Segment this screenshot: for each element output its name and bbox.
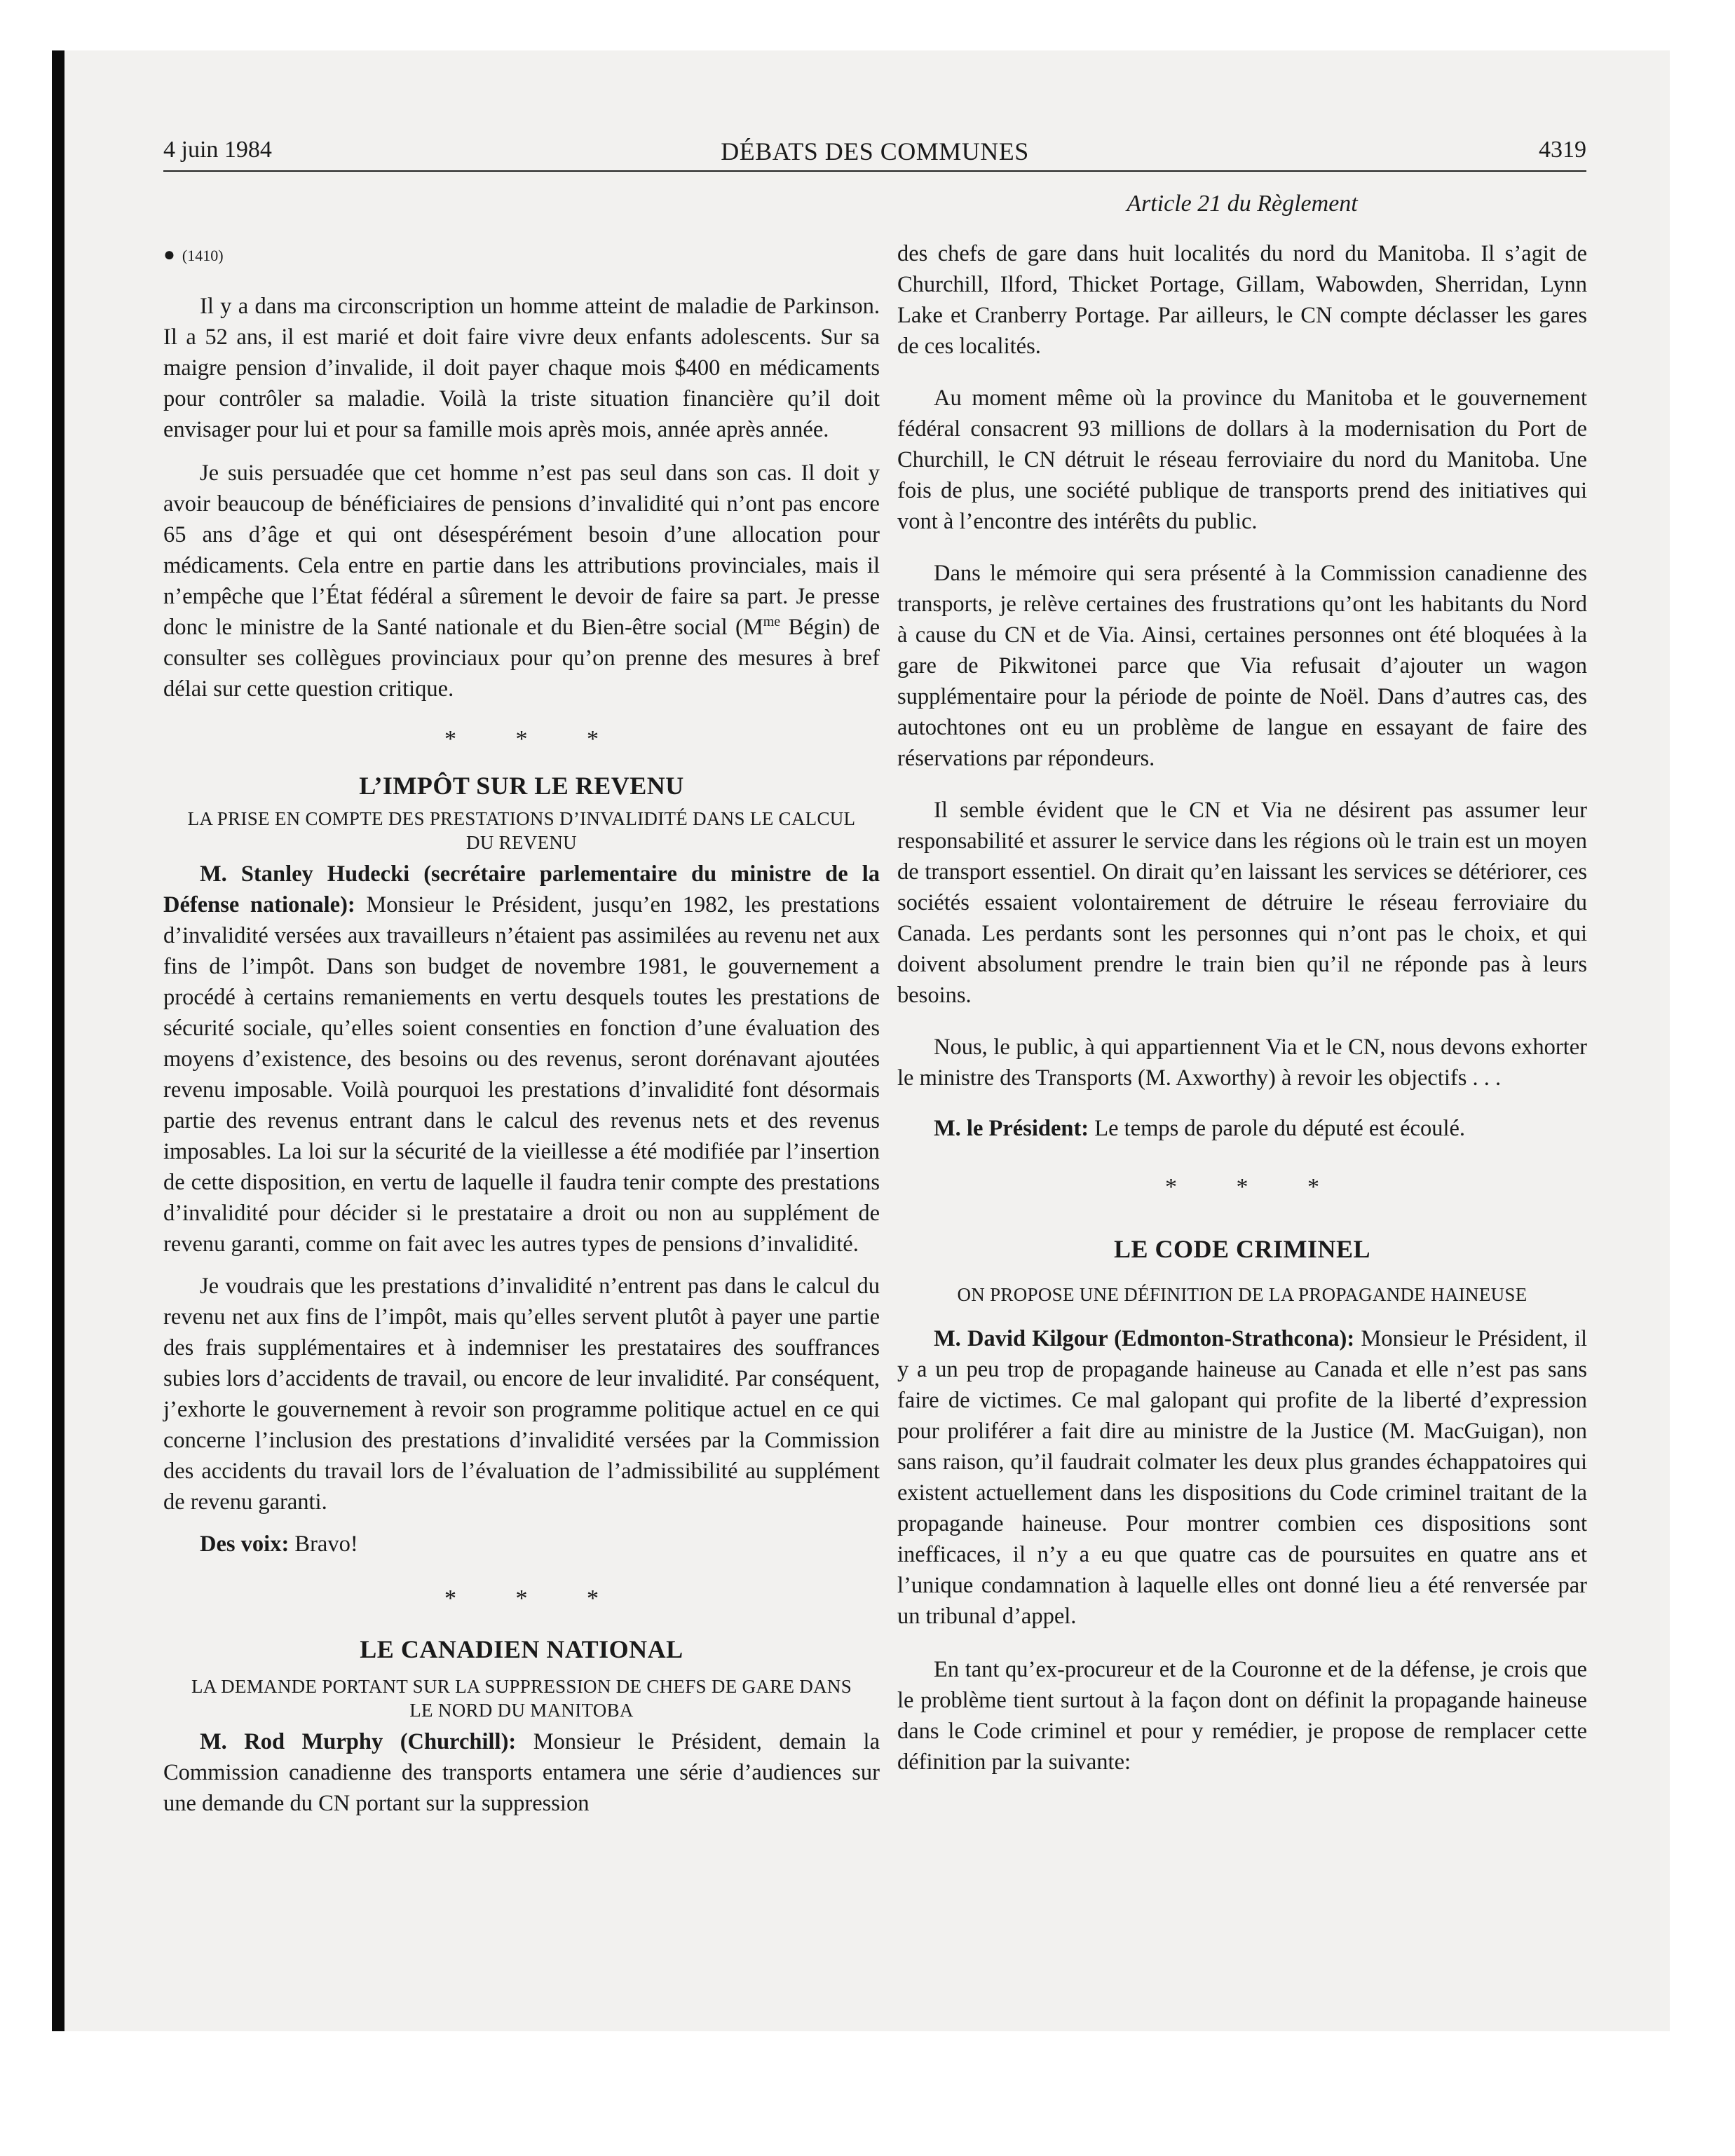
bullet-icon: ● xyxy=(163,244,175,266)
paragraph xyxy=(163,1529,880,1560)
header-date: 4 juin 1984 xyxy=(163,137,272,163)
paragraph-text: Le temps de parole du député est écoulé. xyxy=(1089,1116,1466,1141)
paragraph xyxy=(163,859,880,1260)
paragraph: Au moment même où la province du Manitoba et le gouvernement fédéral consacrent 93 millions de dollars à la modernisation du Port de Churchill, le CN détruit le réseau ferroviaire du nord du Manitoba. Une fois de plus, une société publique de transports prend des initiatives qui vont à l’encontre des intérêts du public. xyxy=(897,386,1587,534)
paragraph: Je voudrais que les prestations d’invalidité n’entrent pas dans le calcul du revenu net aux fins de l’impôt, mais qu’elles servent plutôt à payer une partie des frais supplémentaires et à indemniser les prestataires des souffrances subies lors d’accidents de travail, ou encore de leur invalidité. Par conséquent, j’exhorte le gouvernement à revoir son programme politique actuel en ce qui concerne l’inclusion des prestations d’invalidité versées par la Commission des accidents du travail lors de l’évaluation de l’admissibilité au supplément de revenu garanti. xyxy=(163,1274,880,1515)
speaker-name: M. David Kilgour (Edmonton-Strathcona): xyxy=(934,1326,1355,1351)
paragraph-text: Je suis persuadée que cet homme n’est pas seul dans son cas. Il doit y avoir beaucoup de bénéficiaires de pensions d’invalidité qui n’ont pas encore 65 ans d’âge et qui ont désespérément besoin d’une allocation pour médicaments. Cela entre en partie dans les attributions provinciales, mais il n’empêche que l’État fédéral a sûrement le devoir de faire sa part. Je presse donc le ministre de la Santé nationale et du Bien-être social (M xyxy=(163,460,880,640)
paragraph: En tant qu’ex-procureur et de la Couronne et de la défense, je crois que le problème tient surtout à la façon dont on définit la propagande haineuse dans le Code criminel et pour y remédier, je propose de remplacer cette définition par la suivante: xyxy=(897,1657,1587,1775)
section-separator: * * * xyxy=(444,1585,625,1611)
speaker-name: M. Rod Murphy (Churchill): xyxy=(200,1729,517,1754)
section-heading: L’IMPÔT SUR LE REVENU xyxy=(359,772,684,800)
section-separator: * * * xyxy=(1165,1174,1346,1200)
paragraph xyxy=(163,458,880,704)
page-header xyxy=(163,137,1586,172)
header-title: DÉBATS DES COMMUNES xyxy=(721,137,1029,165)
section-heading: LE CODE CRIMINEL xyxy=(1113,1235,1371,1263)
section-subheading: LA DEMANDE PORTANT SUR LA SUPPRESSION DE CHEFS DE GARE DANS LE NORD DU MANITOBA xyxy=(191,1676,852,1721)
speaker-name: Des voix: xyxy=(200,1531,290,1557)
section-heading: LE CANADIEN NATIONAL xyxy=(360,1635,683,1663)
paragraph: Il y a dans ma circonscription un homme atteint de maladie de Parkinson. Il a 52 ans, il est marié et doit faire vivre deux enfants adolescents. Sur sa maigre pension d’invalide, il doit payer chaque mois $400 en médicaments pour contrôler sa maladie. Voilà la triste situation financière qu’il doit envisager pour lui et pour sa famille mois après mois, année après année. xyxy=(163,294,880,442)
timecode-label: (1410) xyxy=(182,247,224,264)
paragraph-text: Bravo! xyxy=(289,1531,358,1557)
paragraph-text: Monsieur le Président, jusqu’en 1982, les prestations d’invalidité versées aux travailleurs n’étaient pas assimilées au revenu net aux fins de l’impôt. Dans son budget de novembre 1981, le gouvernement a procédé à certains remaniements en vertu desquels toutes les prestations de sécurité sociale, qu’elles soient consenties en fonction d’une évaluation des moyens d’existence, des besoins ou des revenus, seront dorénavant ajoutées revenu imposable. Voilà pourquoi les prestations d’invalidité font désormais partie des revenus entrant dans le calcul des revenus nets et des revenus imposables. La loi sur la sécurité de la vieillesse a été modifiée par l’insertion de cette disposition, en vertu de laquelle il faudra tenir compte des prestations d’invalidité pour décider si le prestataire a droit ou non au supplément de revenu garanti, comme on fait avec les autres types de pensions d’invalidité. xyxy=(163,892,880,1257)
left-column xyxy=(163,238,880,1819)
paragraph: Il semble évident que le CN et Via ne désirent pas assumer leur responsabilité et assurer le service dans les régions où le train est un moyen de transport essentiel. On dirait qu’en laissant les services se détériorer, ces sociétés essaient volontairement de détruire le réseau ferroviaire du Canada. Les perdants sont les personnes qui n’ont pas le choix, et qui doivent absolument prendre le train bien qu’il ne réponde pas à leurs besoins. xyxy=(897,798,1587,1008)
paragraph xyxy=(897,1113,1587,1144)
speaker-name: M. le Président: xyxy=(934,1116,1089,1141)
paragraph: Nous, le public, à qui appartiennent Via et le CN, nous devons exhorter le ministre des Transports (M. Axworthy) à revoir les objectifs . . . xyxy=(897,1035,1587,1091)
right-column xyxy=(897,238,1587,1778)
speaker-name: M. Stanley Hudecki (secrétaire parlementaire du ministre de la Défense nationale): xyxy=(163,861,880,917)
header-page-number: 4319 xyxy=(1539,137,1586,163)
paragraph-text: Bégin) de consulter ses collègues provinciaux pour qu’on prenne des mesures à bref délai sur cette question critique. xyxy=(163,615,880,702)
paragraph-text: Monsieur le Président, il y a un peu trop de propagande haineuse au Canada et elle n’est pas sans faire de victimes. Ce mal galopant qui profite de la liberté d’expression pour proliférer a fait dire au ministre de la Justice (M. MacGuigan), non sans raison, qu’il faudrait colmater les deux plus grandes échappatoires qui existent actuellement dans les dispositions du Code criminel traitant de la propagande haineuse. Pour montrer combien ces dispositions sont inefficaces, il n’y a eu que quatre cas de poursuites en quatre ans et l’unique condamnation à laquelle elles ont donné lieu a été renversée par un tribunal d’appel. xyxy=(897,1326,1588,1629)
paragraph xyxy=(163,1726,880,1819)
paragraph-text: Monsieur le Président, demain la Commission canadienne des transports entamera une série d’audiences sur une demande du CN portant sur la suppression xyxy=(163,1729,880,1816)
paragraph xyxy=(897,1323,1587,1632)
timecode xyxy=(163,240,880,271)
superscript: me xyxy=(763,614,781,629)
running-head: Article 21 du Règlement xyxy=(1127,191,1358,217)
section-separator: * * * xyxy=(444,726,625,752)
section-subheading: LA PRISE EN COMPTE DES PRESTATIONS D’INVALIDITÉ DANS LE CALCUL DU REVENU xyxy=(187,808,856,853)
paragraph: Dans le mémoire qui sera présenté à la Commission canadienne des transports, je relève certaines des frustrations qu’ont les habitants du Nord à cause du CN et de Via. Ainsi, certaines personnes ont été bloquées à la gare de Pikwitonei parce que Via refusait d’ajouter un wagon supplémentaire pour la période de pointe de Noël. Dans d’autres cas, des autochtones ont eu un problème de langue en essayant de faire des réservations par répondeurs. xyxy=(897,561,1587,771)
section-subheading: ON PROPOSE UNE DÉFINITION DE LA PROPAGANDE HAINEUSE xyxy=(957,1284,1528,1305)
paragraph: des chefs de gare dans huit localités du nord du Manitoba. Il s’agit de Churchill, Ilford, Thicket Portage, Gillam, Wabowden, Sherridan, Lynn Lake et Cranberry Portage. Par ailleurs, le CN compte déclasser les gares de ces localités. xyxy=(897,241,1587,359)
scan-edge xyxy=(52,50,64,2031)
